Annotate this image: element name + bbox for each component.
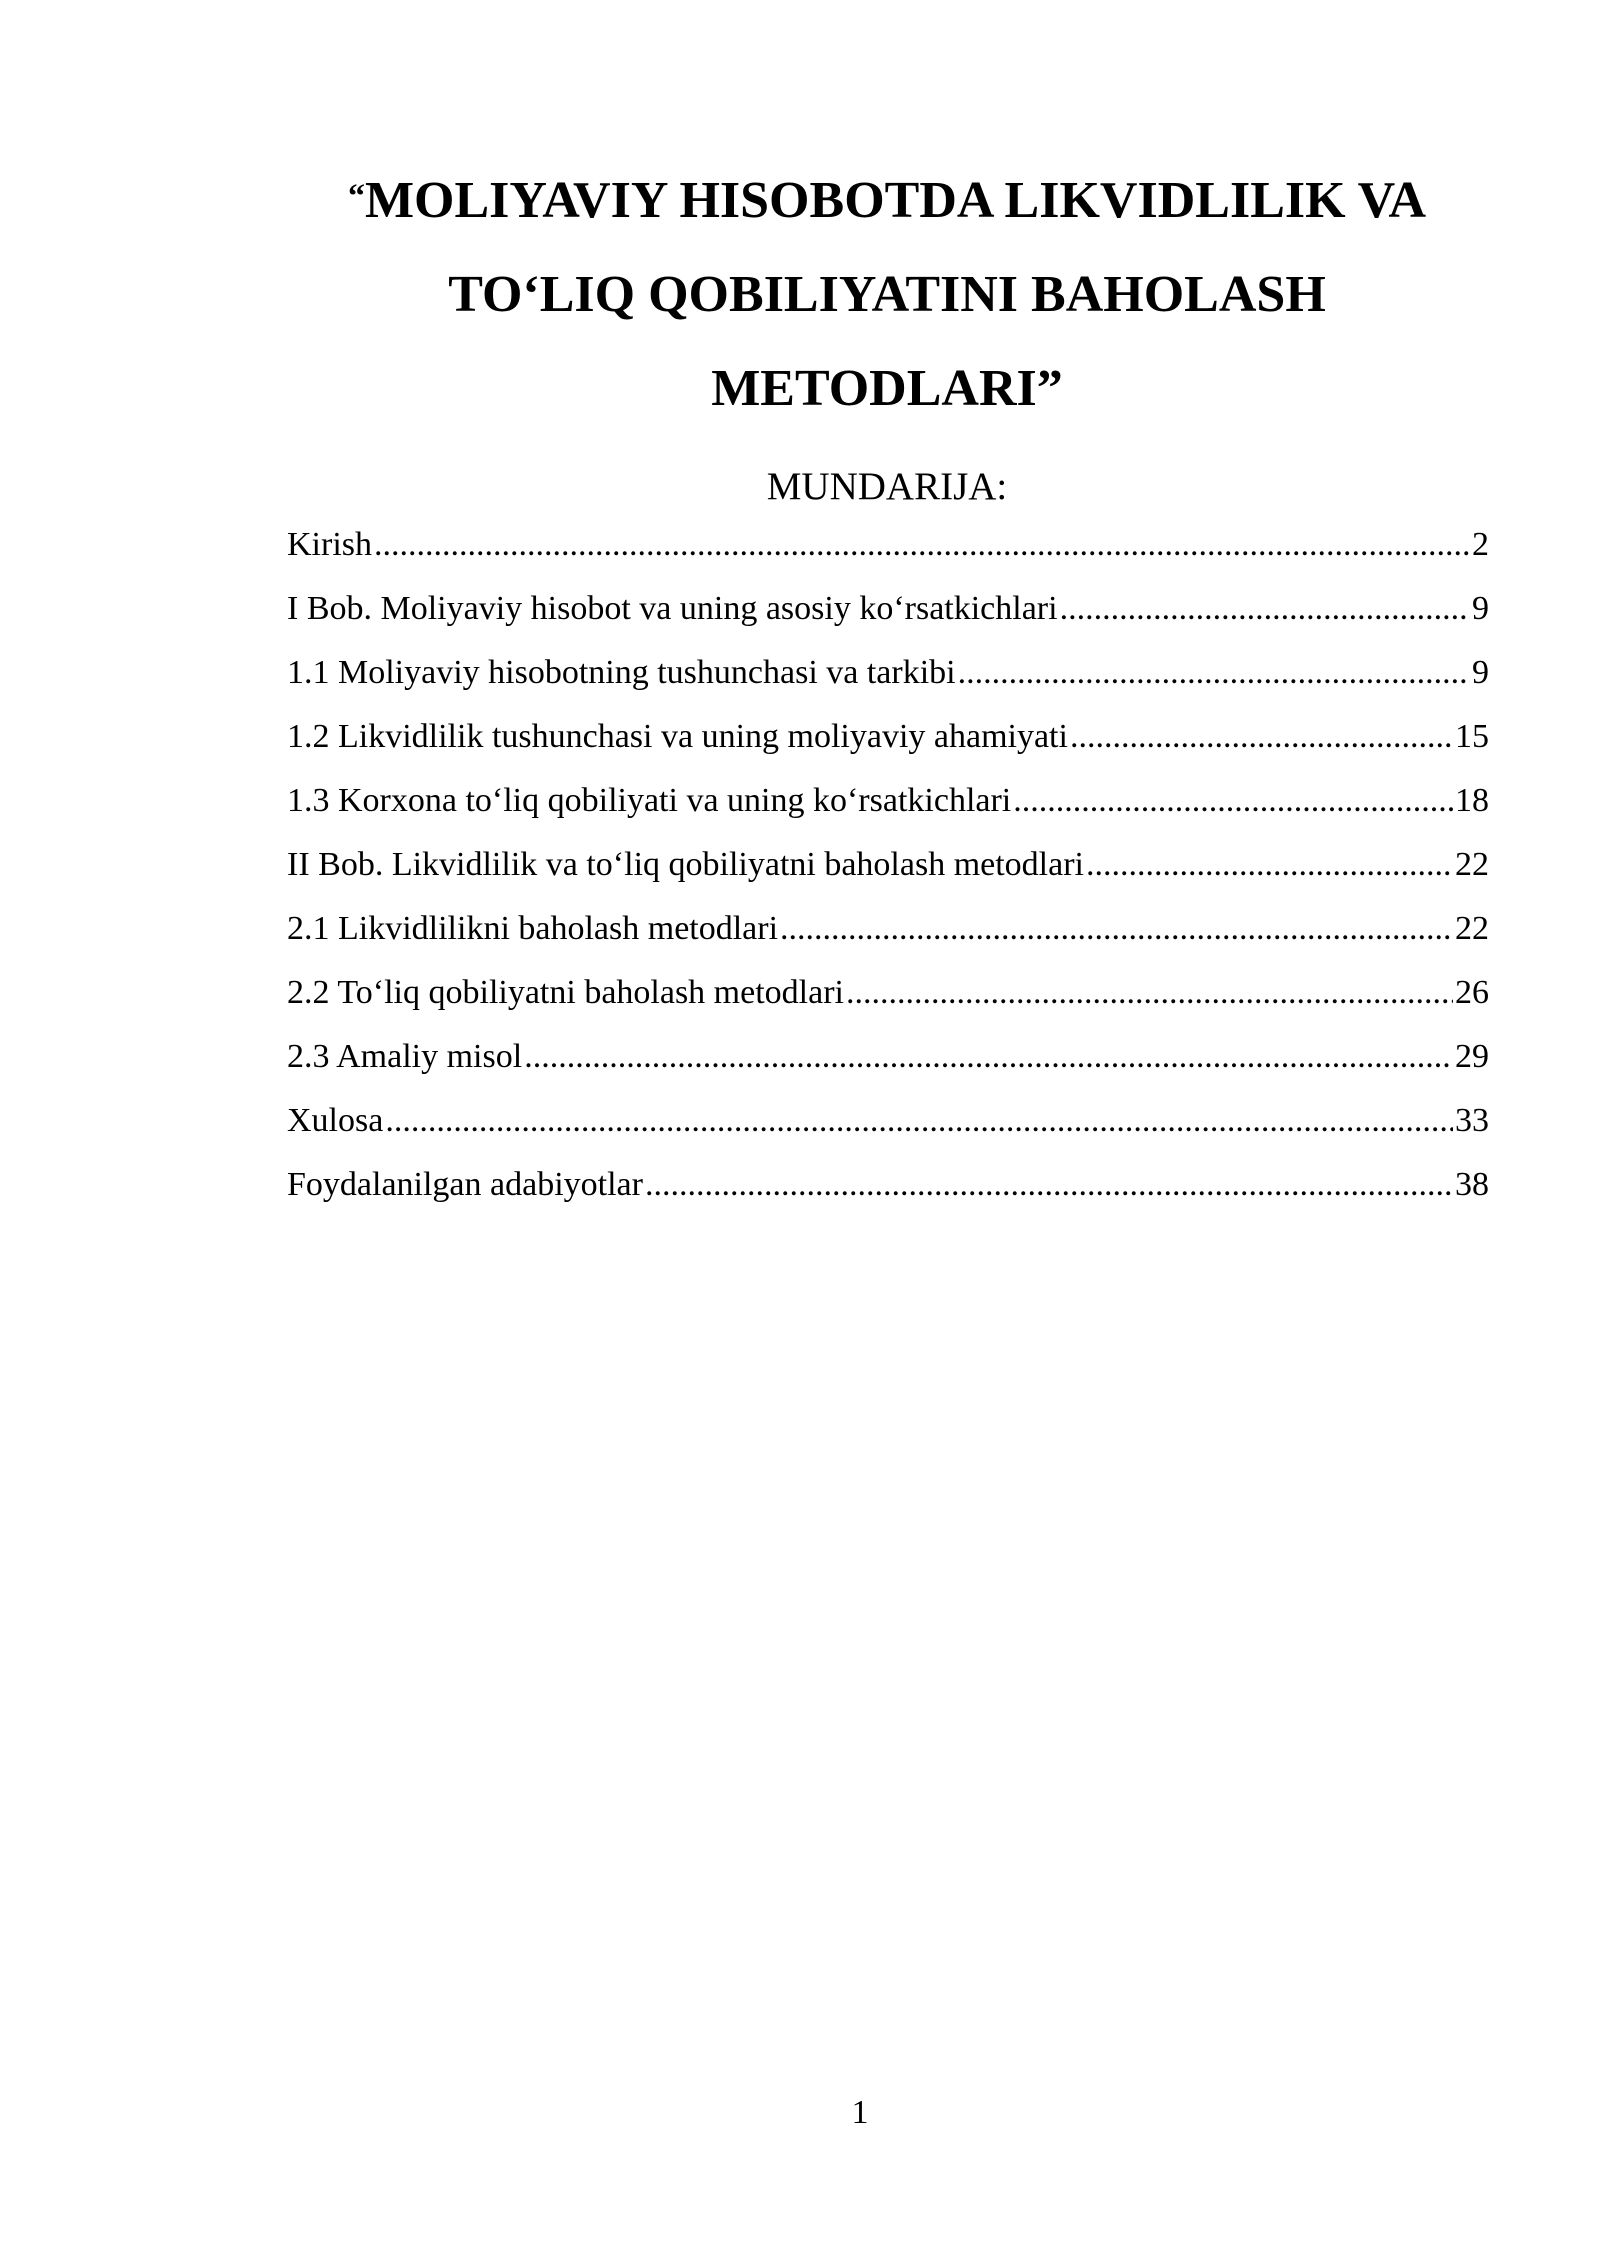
- document-title: [287, 150, 1487, 436]
- toc-entry-label: II Bob. Likvidlilik va to‘liq qobiliyatni baholash metodlari: [287, 846, 1084, 883]
- toc-entry-section-2-2: [287, 961, 1489, 1025]
- toc-entry-page: 33: [1455, 1102, 1489, 1139]
- toc-entry-kirish: [287, 513, 1489, 577]
- toc-entry-label: 1.1 Moliyaviy hisobotning tushunchasi va tarkibi: [287, 654, 956, 691]
- toc-entry-label: 2.3 Amaliy misol: [287, 1038, 523, 1075]
- title-line-2: TO‘LIQ QOBILIYATINI BAHOLASH: [448, 266, 1326, 323]
- toc-heading: MUNDARIJA:: [766, 465, 1008, 508]
- toc-entry-page: 9: [1472, 654, 1489, 691]
- toc-entry-section-2-3: [287, 1025, 1489, 1089]
- toc-entry-chapter-1: [287, 577, 1489, 641]
- toc-dot-leader: [1060, 577, 1470, 641]
- toc-dot-leader: [1013, 769, 1453, 833]
- toc-entry-label: 1.2 Likvidlilik tushunchasi va uning moliyaviy ahamiyati: [287, 718, 1068, 755]
- toc-entry-page: 15: [1455, 718, 1489, 755]
- toc-dot-leader: [846, 961, 1453, 1025]
- toc-entry-section-2-1: [287, 897, 1489, 961]
- toc-entry-chapter-2: [287, 833, 1489, 897]
- toc-dot-leader: [385, 1089, 1453, 1153]
- toc-entry-page: 2: [1472, 526, 1489, 563]
- toc-dot-leader: [958, 641, 1470, 705]
- toc-entry-xulosa: [287, 1089, 1489, 1153]
- toc-entry-page: 29: [1455, 1038, 1489, 1075]
- toc-entry-page: 26: [1455, 974, 1489, 1011]
- toc-entry-bibliography: [287, 1153, 1489, 1217]
- toc-entry-page: 18: [1455, 782, 1489, 819]
- toc-entry-page: 38: [1455, 1166, 1489, 1203]
- toc-dot-leader: [1086, 833, 1453, 897]
- toc-dot-leader: [780, 897, 1453, 961]
- toc-entry-label: Foydalanilgan adabiyotlar: [287, 1166, 643, 1203]
- toc-entry-label: Kirish: [287, 526, 372, 563]
- title-line-1-text: MOLIYAVIY HISOBOTDA LIKVIDLILIK VA: [364, 172, 1427, 229]
- toc-entry-page: 22: [1455, 846, 1489, 883]
- title-line-1: [287, 150, 1487, 248]
- title-open-quote: “: [347, 178, 365, 215]
- title-line-3: METODLARI”: [711, 360, 1063, 417]
- table-of-contents: [287, 513, 1489, 1217]
- toc-entry-section-1-2: [287, 705, 1489, 769]
- toc-entry-label: 1.3 Korxona to‘liq qobiliyati va uning ko‘rsatkichlari: [287, 782, 1012, 819]
- toc-entry-label: 2.2 To‘liq qobiliyatni baholash metodlari: [287, 974, 844, 1011]
- toc-entry-section-1-3: [287, 769, 1489, 833]
- toc-entry-label: Xulosa: [287, 1102, 384, 1139]
- toc-dot-leader: [374, 513, 1470, 577]
- toc-entry-section-1-1: [287, 641, 1489, 705]
- page-number: 1: [851, 2094, 869, 2131]
- toc-entry-page: 22: [1455, 910, 1489, 947]
- toc-entry-label: I Bob. Moliyaviy hisobot va uning asosiy ko‘rsatkichlari: [287, 590, 1058, 627]
- toc-entry-label: 2.1 Likvidlilikni baholash metodlari: [287, 910, 779, 947]
- toc-entry-page: 9: [1472, 590, 1489, 627]
- toc-dot-leader: [524, 1025, 1453, 1089]
- toc-dot-leader: [1070, 705, 1453, 769]
- toc-dot-leader: [645, 1153, 1453, 1217]
